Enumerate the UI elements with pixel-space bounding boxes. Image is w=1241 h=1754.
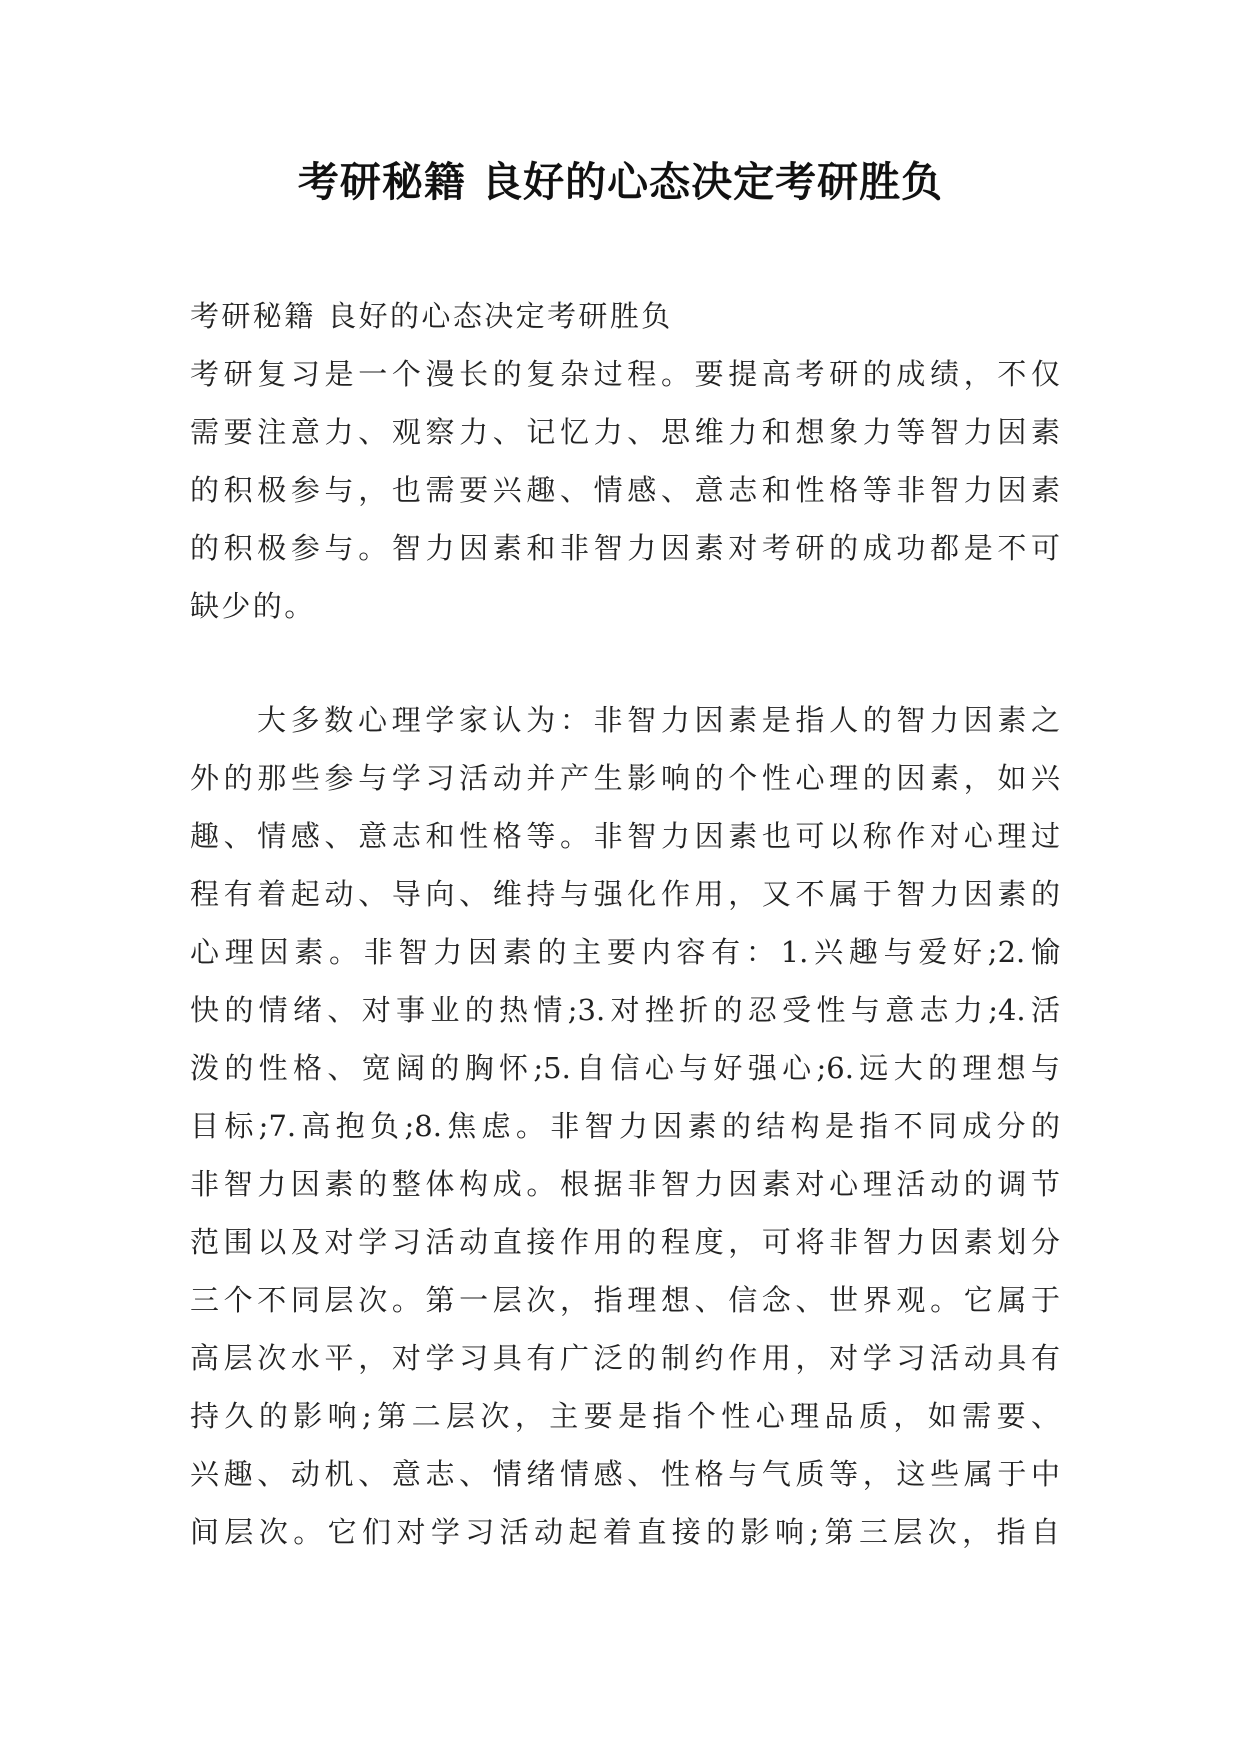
paragraph-2-line: 三个不同层次。第一层次，指理想、信念、世界观。它属于: [190, 1283, 1060, 1317]
paragraph-2-line: 目标;7.高抱负;8.焦虑。非智力因素的结构是指不同成分的: [190, 1109, 1060, 1143]
paragraph-2-line: 间层次。它们对学习活动起着直接的影响;第三层次，指自: [190, 1515, 1060, 1549]
paragraph-2-line: 非智力因素的整体构成。根据非智力因素对心理活动的调节: [190, 1167, 1060, 1201]
paragraph-1-line: 的积极参与，也需要兴趣、情感、意志和性格等非智力因素: [190, 473, 1060, 507]
paragraph-2-line: 泼的性格、宽阔的胸怀;5.自信心与好强心;6.远大的理想与: [190, 1051, 1060, 1085]
paragraph-2-line: 趣、情感、意志和性格等。非智力因素也可以称作对心理过: [190, 819, 1060, 853]
paragraph-2-line: 兴趣、动机、意志、情绪情感、性格与气质等，这些属于中: [190, 1457, 1060, 1491]
subtitle-line: 考研秘籍 良好的心态决定考研胜负: [190, 299, 673, 333]
paragraph-1-line: 缺少的。: [190, 589, 316, 623]
paragraph-1-line: 考研复习是一个漫长的复杂过程。要提高考研的成绩，不仅: [190, 357, 1060, 391]
document-title: 考研秘籍 良好的心态决定考研胜负: [297, 158, 944, 206]
paragraph-2-line: 大多数心理学家认为：非智力因素是指人的智力因素之: [257, 703, 1060, 737]
paragraph-1-line: 需要注意力、观察力、记忆力、思维力和想象力等智力因素: [190, 415, 1060, 449]
paragraph-1-line: 的积极参与。智力因素和非智力因素对考研的成功都是不可: [190, 531, 1060, 565]
paragraph-2-line: 快的情绪、对事业的热情;3.对挫折的忍受性与意志力;4.活: [190, 993, 1060, 1027]
paragraph-2-line: 心理因素。非智力因素的主要内容有：1.兴趣与爱好;2.愉: [190, 935, 1060, 969]
intro-section: [190, 287, 1060, 635]
paragraph-2-line: 高层次水平，对学习具有广泛的制约作用，对学习活动具有: [190, 1341, 1060, 1375]
paragraph-2-line: 程有着起动、导向、维持与强化作用，又不属于智力因素的: [190, 877, 1060, 911]
paragraph-2-line: 持久的影响;第二层次，主要是指个性心理品质，如需要、: [190, 1399, 1060, 1433]
paragraph-2-line: 外的那些参与学习活动并产生影响的个性心理的因素，如兴: [190, 761, 1060, 795]
paragraph-2: [190, 691, 1060, 1561]
paragraph-2-line: 范围以及对学习活动直接作用的程度，可将非智力因素划分: [190, 1225, 1060, 1259]
